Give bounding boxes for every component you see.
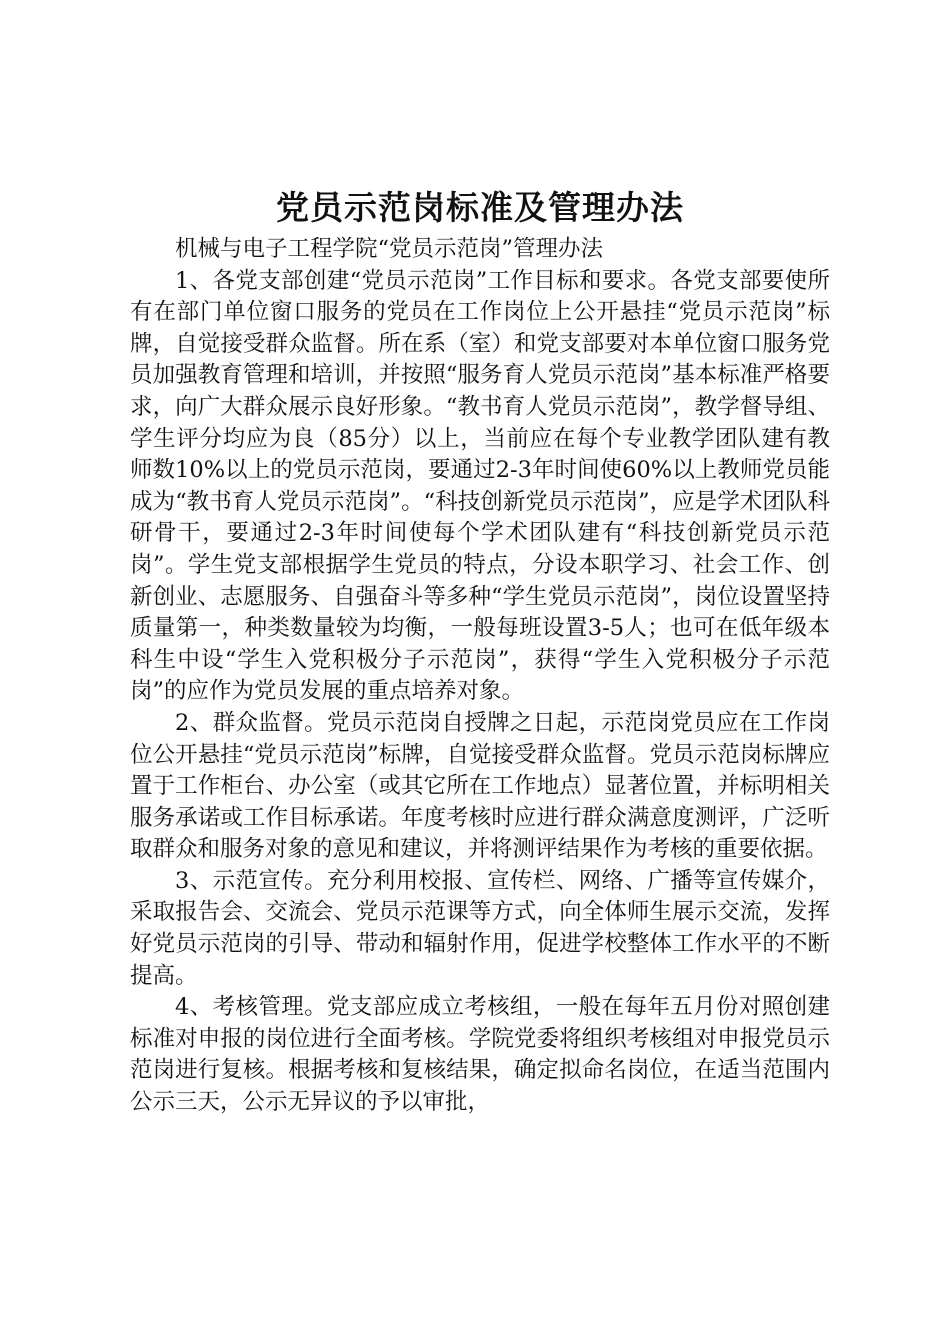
paragraph-subtitle: 机械与电子工程学院“党员示范岗”管理办法 bbox=[175, 236, 604, 262]
paragraph-2: 2、群众监督。党员示范岗自授牌之日起，示范岗党员应在工作岗位公开悬挂“党员示范岗”标牌，自觉接受群众监督。党员示范岗标牌应置于工作柜台、办公室（或其它所在工作地点）显著位置，并标明相关服务承诺或工作目标承诺。年度考核时应进行群众满意度测评，广泛听取群众和服务对象的意见和建议，并将测评结果作为考核的重要依据。 bbox=[130, 709, 830, 863]
paragraph-3: 3、示范宣传。充分利用校报、宣传栏、网络、广播等宣传媒介，采取报告会、交流会、党员示范课等方式，向全体师生展示交流，发挥好党员示范岗的引导、带动和辐射作用，促进学校整体工作水平的不断提高。 bbox=[130, 867, 830, 989]
document-body bbox=[130, 184, 830, 1119]
document-title: 党员示范岗标准及管理办法 bbox=[276, 188, 684, 227]
paragraph-4: 4、考核管理。党支部应成立考核组，一般在每年五月份对照创建标准对申报的岗位进行全面考核。学院党委将组织考核组对申报党员示范岗进行复核。根据考核和复核结果，确定拟命名岗位，在适当范围内公示三天，公示无异议的予以审批， bbox=[130, 994, 830, 1116]
paragraph-1: 1、各党支部创建“党员示范岗”工作目标和要求。各党支部要使所有在部门单位窗口服务的党员在工作岗位上公开悬挂“党员示范岗”标牌，自觉接受群众监督。所在系（室）和党支部要对本单位窗口服务党员加强教育管理和培训，并按照“服务育人党员示范岗”基本标准严格要求，向广大群众展示良好形象。“教书育人党员示范岗”，教学督导组、学生评分均应为良（85分）以上，当前应在每个专业教学团队建有教师数10%以上的党员示范岗，要通过2-3年时间使60%以上教师党员能成为“教书育人党员示范岗”。“科技创新党员示范岗”，应是学术团队科研骨干，要通过2-3年时间使每个学术团队建有“科技创新党员示范岗”。学生党支部根据学生党员的特点，分设本职学习、社会工作、创新创业、志愿服务、自强奋斗等多种“学生党员示范岗”，岗位设置坚持质量第一，种类数量较为均衡，一般每班设置3-5人；也可在低年级本科生中设“学生入党积极分子示范岗”，获得“学生入党积极分子示范岗”的应作为党员发展的重点培养对象。 bbox=[130, 267, 830, 705]
